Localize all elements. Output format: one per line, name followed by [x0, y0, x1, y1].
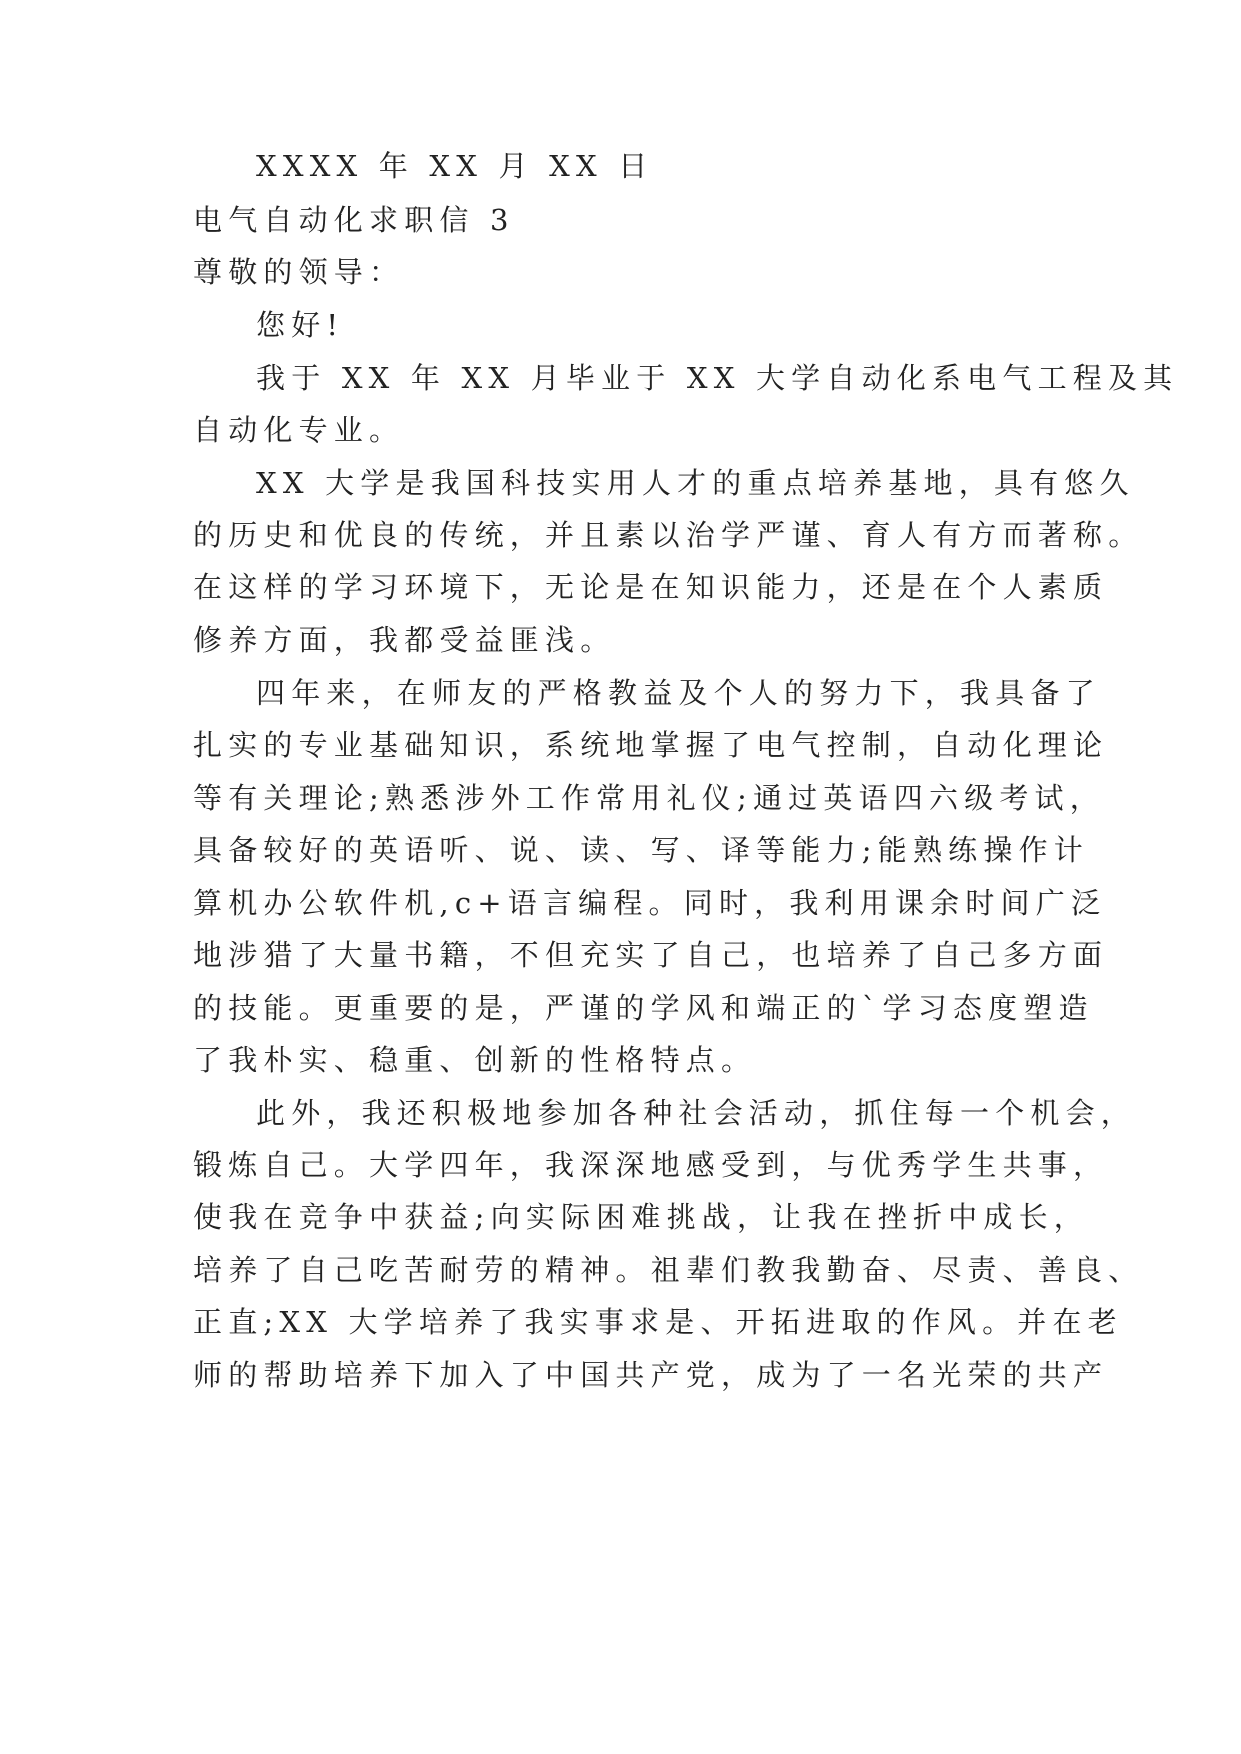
paragraph-4-line-5: 正直;XX 大学培养了我实事求是、开拓进取的作风。并在老	[193, 1305, 1123, 1339]
paragraph-2-line-3: 在这样的学习环境下，无论是在知识能力，还是在个人素质	[193, 570, 1109, 604]
paragraph-3-line-8: 了我朴实、稳重、创新的性格特点。	[193, 1043, 757, 1077]
greeting: 您好!	[256, 308, 345, 342]
paragraph-3-line-3: 等有关理论;熟悉涉外工作常用礼仪;通过英语四六级考试，	[193, 781, 1105, 815]
salutation: 尊敬的领导：	[193, 255, 405, 289]
paragraph-3-line-6: 地涉猎了大量书籍，不但充实了自己，也培养了自己多方面	[193, 938, 1109, 972]
paragraph-4-line-3: 使我在竞争中获益;向实际困难挑战，让我在挫折中成长，	[193, 1200, 1089, 1234]
paragraph-2-line-4: 修养方面，我都受益匪浅。	[193, 623, 616, 657]
paragraph-3-line-1: 四年来，在师友的严格教益及个人的努力下，我具备了	[256, 676, 1101, 710]
paragraph-2-line-1: XX 大学是我国科技实用人才的重点培养基地，具有悠久	[256, 466, 1135, 500]
paragraph-4-line-2: 锻炼自己。大学四年，我深深地感受到，与优秀学生共事，	[193, 1148, 1109, 1182]
paragraph-3-line-2: 扎实的专业基础知识，系统地掌握了电气控制，自动化理论	[193, 728, 1109, 762]
date-line: XXXX 年 XX 月 XX 日	[256, 149, 654, 183]
paragraph-3-line-4: 具备较好的英语听、说、读、写、译等能力;能熟练操作计	[193, 833, 1089, 867]
paragraph-4-line-4: 培养了自己吃苦耐劳的精神。祖辈们教我勤奋、尽责、善良、	[193, 1253, 1144, 1287]
paragraph-1-line-1: 我于 XX 年 XX 月毕业于 XX 大学自动化系电气工程及其	[256, 361, 1179, 395]
paragraph-2-line-2: 的历史和优良的传统，并且素以治学严谨、育人有方而著称。	[193, 518, 1144, 552]
paragraph-3-line-5: 算机办公软件机,c+语言编程。同时，我利用课余时间广泛	[193, 886, 1107, 920]
paragraph-1-line-2: 自动化专业。	[193, 413, 405, 447]
paragraph-3-line-7: 的技能。更重要的是，严谨的学风和端正的`学习态度塑造	[193, 991, 1094, 1025]
document-title: 电气自动化求职信 3	[193, 203, 515, 237]
paragraph-4-line-1: 此外，我还积极地参加各种社会活动，抓住每一个机会，	[256, 1096, 1137, 1130]
paragraph-4-line-6: 师的帮助培养下加入了中国共产党，成为了一名光荣的共产	[193, 1358, 1109, 1392]
